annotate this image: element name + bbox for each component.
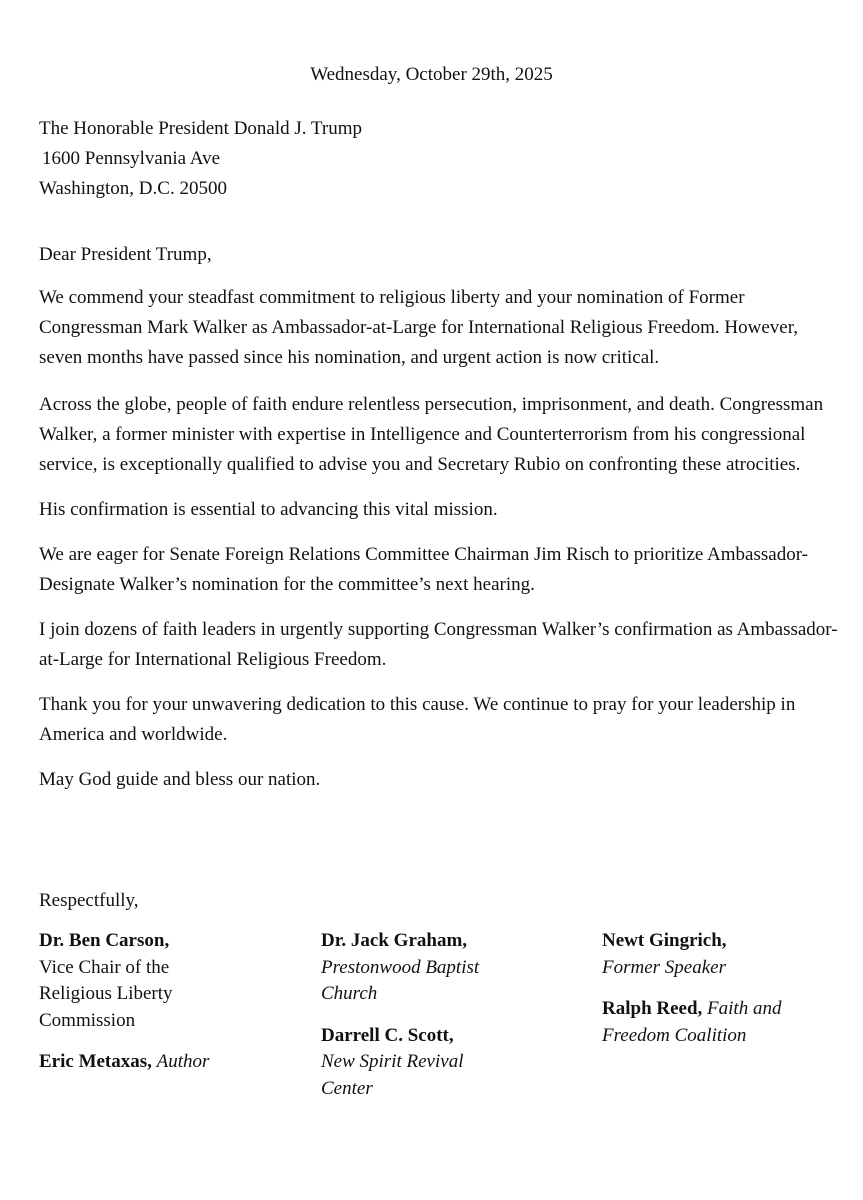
paragraph-blessing: May God guide and bless our nation. bbox=[39, 769, 321, 790]
paragraph-persecution: Across the globe, people of faith endure relentless persecution, imprisonment, and death. Congressman Walker, a former minister with expertise in Intelligence and Counterterrorism from his congressional service, is exceptionally qualified to advise you and Secretary Rubio on confronting these atrocities. bbox=[39, 394, 824, 475]
signatory bbox=[602, 928, 802, 981]
signatory-column-1 bbox=[39, 928, 239, 1091]
paragraph-support: I join dozens of faith leaders in urgently supporting Congressman Walker’s confirmation as Ambassador-at-Large for International Religious Freedom. bbox=[39, 619, 838, 670]
signatory bbox=[321, 928, 511, 1008]
signatory-role: New Spirit Revival Center bbox=[321, 1051, 464, 1099]
signatory bbox=[321, 1023, 511, 1103]
signatory bbox=[39, 1049, 239, 1076]
signatory-name: Dr. Jack Graham, bbox=[321, 930, 468, 951]
signatory-name: Dr. Ben Carson, bbox=[39, 930, 170, 951]
signatory-role: Prestonwood Baptist Church bbox=[321, 956, 480, 1004]
salutation: Dear President Trump, bbox=[39, 244, 212, 265]
signatory-role: Faith and Freedom Coalition bbox=[602, 998, 782, 1046]
signatory-name: Ralph Reed, bbox=[602, 998, 703, 1019]
letter-date: Wednesday, October 29th, 2025 bbox=[310, 64, 553, 85]
signatory bbox=[39, 928, 239, 1034]
paragraph-committee: We are eager for Senate Foreign Relations Committee Chairman Jim Risch to prioritize Ambassador-Designate Walker’s nomination for the committee’s next hearing. bbox=[39, 544, 808, 595]
signatory bbox=[602, 996, 802, 1049]
signatory-role: Former Speaker bbox=[602, 956, 726, 978]
signatory-column-2 bbox=[321, 928, 511, 1117]
recipient-address bbox=[39, 114, 362, 204]
paragraph-commendation: We commend your steadfast commitment to religious liberty and your nomination of Former Congressman Mark Walker as Ambassador-at-Large for International Religious Freedom. However, seven months have passed since his nomination, and urgent action is now critical. bbox=[39, 287, 799, 368]
paragraph-confirmation: His confirmation is essential to advancing this vital mission. bbox=[39, 499, 498, 520]
signatory-column-3 bbox=[602, 928, 802, 1064]
paragraph-thanks: Thank you for your unwavering dedication to this cause. We continue to pray for your leadership in America and worldwide. bbox=[39, 694, 796, 745]
signatory-name: Darrell C. Scott, bbox=[321, 1024, 454, 1046]
recipient-city: Washington, D.C. 20500 bbox=[39, 178, 227, 199]
letter-body bbox=[39, 283, 839, 810]
recipient-name: The Honorable President Donald J. Trump bbox=[39, 118, 362, 139]
signatory-role: Vice Chair of the Religious Liberty Commission bbox=[39, 956, 173, 1031]
signatory-name: Eric Metaxas, bbox=[39, 1051, 152, 1072]
signatory-name: Newt Gingrich, bbox=[602, 930, 727, 951]
signatory-role: Author bbox=[156, 1051, 210, 1072]
recipient-street: 1600 Pennsylvania Ave bbox=[42, 148, 221, 169]
closing: Respectfully, bbox=[39, 890, 139, 911]
